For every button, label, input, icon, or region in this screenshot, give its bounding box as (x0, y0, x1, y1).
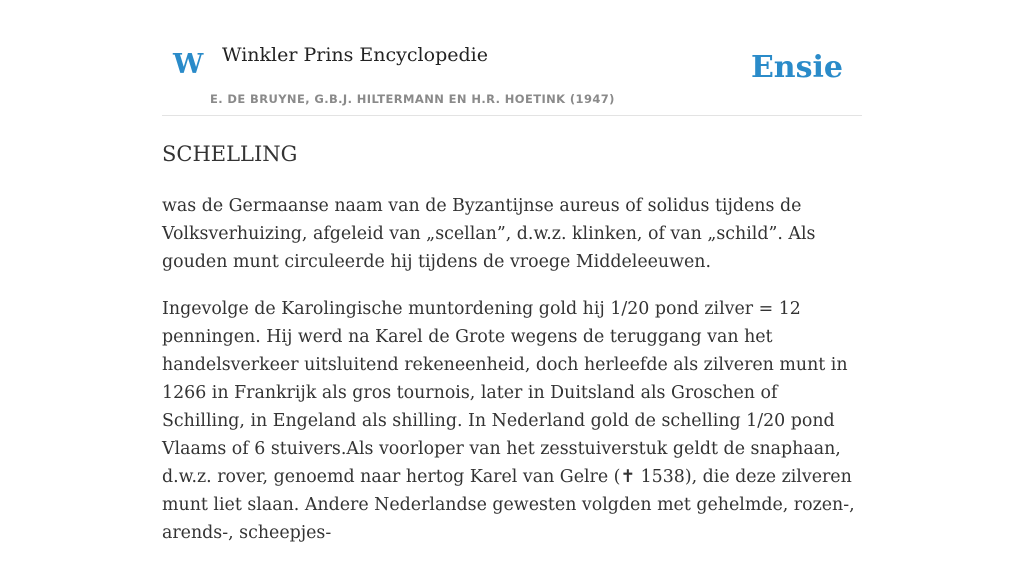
article-title: SCHELLING (162, 142, 298, 166)
article-body (162, 192, 862, 547)
site-title-link[interactable]: Winkler Prins Encyclopedie (222, 44, 488, 66)
authors-subtitle: E. DE BRUYNE, G.B.J. HILTERMANN EN H.R. HOETINK (1947) (210, 92, 615, 106)
ensie-brand-logo[interactable]: Ensie (750, 50, 843, 85)
site-header (162, 0, 862, 116)
article-paragraph-1: was de Germaanse naam van de Byzantijnse aureus of solidus tijdens de Volksverhuizing, afgeleid van „scellan”, d.w.z. klinken, of van „schild”. Als gouden munt circuleerde hij tijdens de vroege Middeleeuwen. (162, 196, 816, 273)
logo-w-icon[interactable]: W (173, 49, 204, 80)
content-container (162, 0, 862, 566)
article-paragraph-2: Ingevolge de Karolingische muntordening gold hij 1/20 pond zilver = 12 penningen. Hij werd na Karel de Grote wegens de teruggang van het handelsverkeer uitsluitend rekeneenheid, doch herleefde als zilveren munt in 1266 in Frankrijk als gros tournois, later in Duitsland als Groschen of Schilling, in Engeland als shilling. In Nederland gold de schelling 1/20 pond Vlaams of 6 stuivers.Als voorloper van het zesstuiverstuk geldt de snaphaan, d.w.z. rover, genoemd naar hertog Karel van Gelre (✝ 1538), die deze zilveren munt liet slaan. Andere Nederlandse gewesten volgden met gehelmde, rozen-, arends-, scheepjes- (162, 299, 855, 544)
